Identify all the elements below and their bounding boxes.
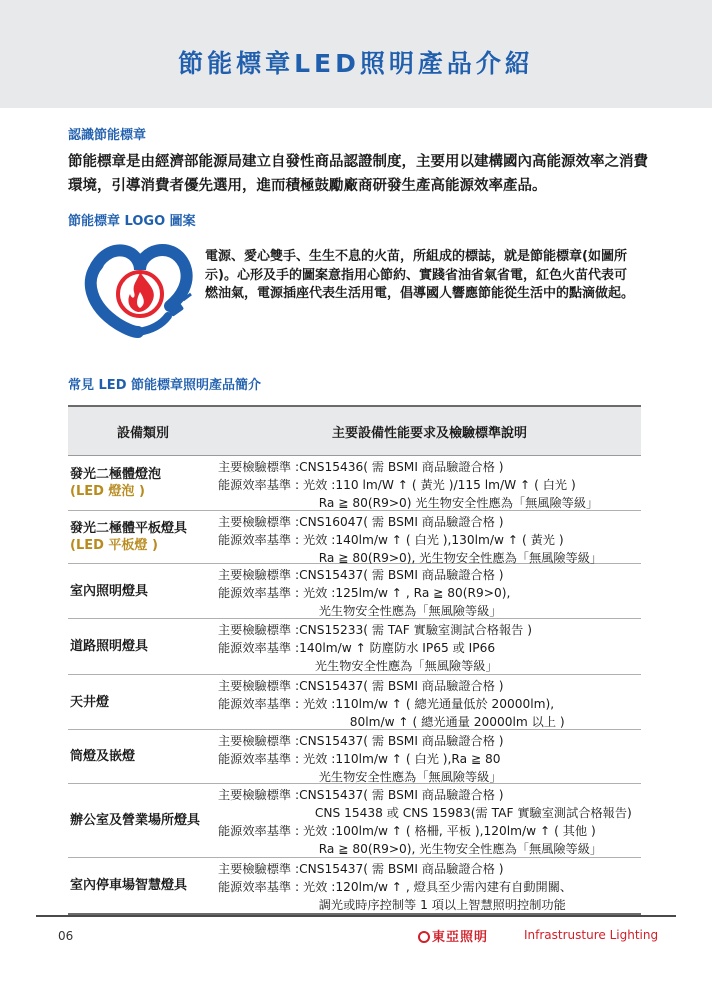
logo-description: 電源、愛心雙手、生生不息的火苗，所組成的標誌，就是節能標章(如圖所示)。心形及手的圖案意指用心節約、實踐省油省氣省電，紅色火苗代表可燃油氣，電源插座代表生活用電，倡導國人響應節能從生活中的點滴做起。 xyxy=(205,249,635,301)
category-name: 室內照明燈具 xyxy=(70,583,149,599)
requirement-line: CNS 15438 或 CNS 15983(需 TAF 實驗室測試合格報告) xyxy=(218,806,632,820)
table-row xyxy=(68,619,641,675)
requirement-line: Ra ≧ 80(R9>0), 光生物安全性應為「無風險等級」 xyxy=(218,842,603,856)
requirement-line: 能源效率基準 : 光效 :110lm/w ↑ ( 總光通量低於 20000lm), xyxy=(218,697,555,711)
row-category xyxy=(68,784,218,857)
page-number: 06 xyxy=(58,929,74,943)
section-heading-logo: 節能標章 LOGO 圖案 xyxy=(68,214,196,229)
table-row xyxy=(68,456,641,511)
column-header-requirements: 主要設備性能要求及檢驗標準說明 xyxy=(331,425,527,441)
category-name: 辦公室及營業場所燈具 xyxy=(70,813,201,828)
requirement-line: 能源效率基準 : 光效 :140lm/w ↑ ( 白光 ),130lm/w ↑ ( 黃光 ) xyxy=(218,533,564,547)
requirement-line: 主要檢驗標準 :CNS15437( 需 BSMI 商品驗證合格 ) xyxy=(218,568,504,582)
brand-mark-icon xyxy=(418,931,430,943)
row-requirements xyxy=(218,784,641,857)
category-name: 發光二極體平板燈具 xyxy=(70,521,188,536)
row-category xyxy=(68,619,218,674)
requirement-line: 光生物安全性應為「無風險等級」 xyxy=(218,604,502,618)
product-table xyxy=(68,405,641,915)
table-body xyxy=(68,456,641,913)
requirement-line: 調光或時序控制等 1 項以上智慧照明控制功能 xyxy=(218,898,566,912)
brand-logo xyxy=(418,926,488,945)
row-category xyxy=(68,456,218,510)
row-category xyxy=(68,511,218,563)
table-row xyxy=(68,675,641,730)
requirement-line: 光生物安全性應為「無風險等級」 xyxy=(218,659,498,673)
requirement-line: 能源效率基準 :140lm/w ↑ 防塵防水 IP65 或 IP66 xyxy=(218,641,496,655)
row-category xyxy=(68,675,218,729)
table-row xyxy=(68,730,641,784)
requirement-line: 能源效率基準 : 光效 :100lm/w ↑ ( 格柵, 平板 ),120lm/w ↑ ( 其他 ) xyxy=(218,824,596,838)
row-requirements xyxy=(218,456,641,510)
footer-divider xyxy=(36,915,676,917)
category-name: 天井燈 xyxy=(70,694,110,710)
row-category xyxy=(68,858,218,913)
intro-paragraph: 節能標章是由經濟部能源局建立自發性商品認證制度，主要用以建構國內高能源效率之消費環境，引導消費者優先選用，進而積極鼓勵廠商研發生產高能源效率產品。 xyxy=(68,154,648,194)
row-requirements xyxy=(218,730,641,783)
brand-name: 東亞照明 xyxy=(432,930,489,945)
column-header-category: 設備類別 xyxy=(116,425,169,441)
category-name: 發光二極體燈泡 xyxy=(70,467,162,482)
table-row xyxy=(68,858,641,913)
requirement-line: 主要檢驗標準 :CNS15437( 需 BSMI 商品驗證合格 ) xyxy=(218,734,504,748)
brand-tagline: Infrastrusture Lighting xyxy=(524,928,659,942)
requirement-line: 主要檢驗標準 :CNS15233( 需 TAF 實驗室測試合格報告 ) xyxy=(218,623,532,637)
section-heading-products: 常見 LED 節能標章照明產品簡介 xyxy=(68,378,262,393)
row-requirements xyxy=(218,858,641,913)
header-band xyxy=(0,0,712,108)
table-row xyxy=(68,564,641,619)
requirement-line: 主要檢驗標準 :CNS15437( 需 BSMI 商品驗證合格 ) xyxy=(218,862,504,876)
row-category xyxy=(68,730,218,783)
row-category xyxy=(68,564,218,618)
requirement-line: 80lm/w ↑ ( 總光通量 20000lm 以上 ) xyxy=(218,715,565,729)
section-heading-about: 認識節能標章 xyxy=(68,128,147,143)
requirement-line: 主要檢驗標準 :CNS15437( 需 BSMI 商品驗證合格 ) xyxy=(218,788,504,802)
table-header xyxy=(68,407,641,456)
requirement-line: 主要檢驗標準 :CNS15437( 需 BSMI 商品驗證合格 ) xyxy=(218,679,504,693)
category-sub: (LED 平板燈 ) xyxy=(70,538,158,553)
requirement-line: 能源效率基準 : 光效 :110 lm/W ↑ ( 黃光 )/115 lm/W ↑ ( 白光 ) xyxy=(218,478,576,492)
requirement-line: 能源效率基準 : 光效 :125lm/w ↑ , Ra ≧ 80(R9>0), xyxy=(218,586,511,600)
requirement-line: Ra ≧ 80(R9>0) 光生物安全性應為「無風險等級」 xyxy=(218,496,599,510)
row-requirements xyxy=(218,511,641,563)
requirement-line: 能源效率基準 : 光效 :120lm/w ↑ , 燈具至少需內建有自動開關、 xyxy=(218,880,573,894)
table-row xyxy=(68,511,641,564)
category-sub: (LED 燈泡 ) xyxy=(70,484,145,499)
requirement-line: 光生物安全性應為「無風險等級」 xyxy=(218,770,502,784)
requirement-line: 主要檢驗標準 :CNS15436( 需 BSMI 商品驗證合格 ) xyxy=(218,460,504,474)
row-requirements xyxy=(218,675,641,729)
requirement-line: Ra ≧ 80(R9>0), 光生物安全性應為「無風險等級」 xyxy=(218,551,603,565)
row-requirements xyxy=(218,564,641,618)
requirement-line: 能源效率基準 : 光效 :110lm/w ↑ ( 白光 ),Ra ≧ 80 xyxy=(218,752,501,766)
table-row xyxy=(68,784,641,858)
energy-label-logo xyxy=(76,236,202,346)
energy-label-logo-icon xyxy=(76,236,202,346)
category-name: 室內停車場智慧燈具 xyxy=(70,878,188,893)
category-name: 道路照明燈具 xyxy=(70,639,149,654)
row-requirements xyxy=(218,619,641,674)
requirement-line: 主要檢驗標準 :CNS16047( 需 BSMI 商品驗證合格 ) xyxy=(218,515,504,529)
category-name: 筒燈及嵌燈 xyxy=(70,749,136,764)
page-title: 節能標章LED照明產品介紹 xyxy=(178,49,534,78)
